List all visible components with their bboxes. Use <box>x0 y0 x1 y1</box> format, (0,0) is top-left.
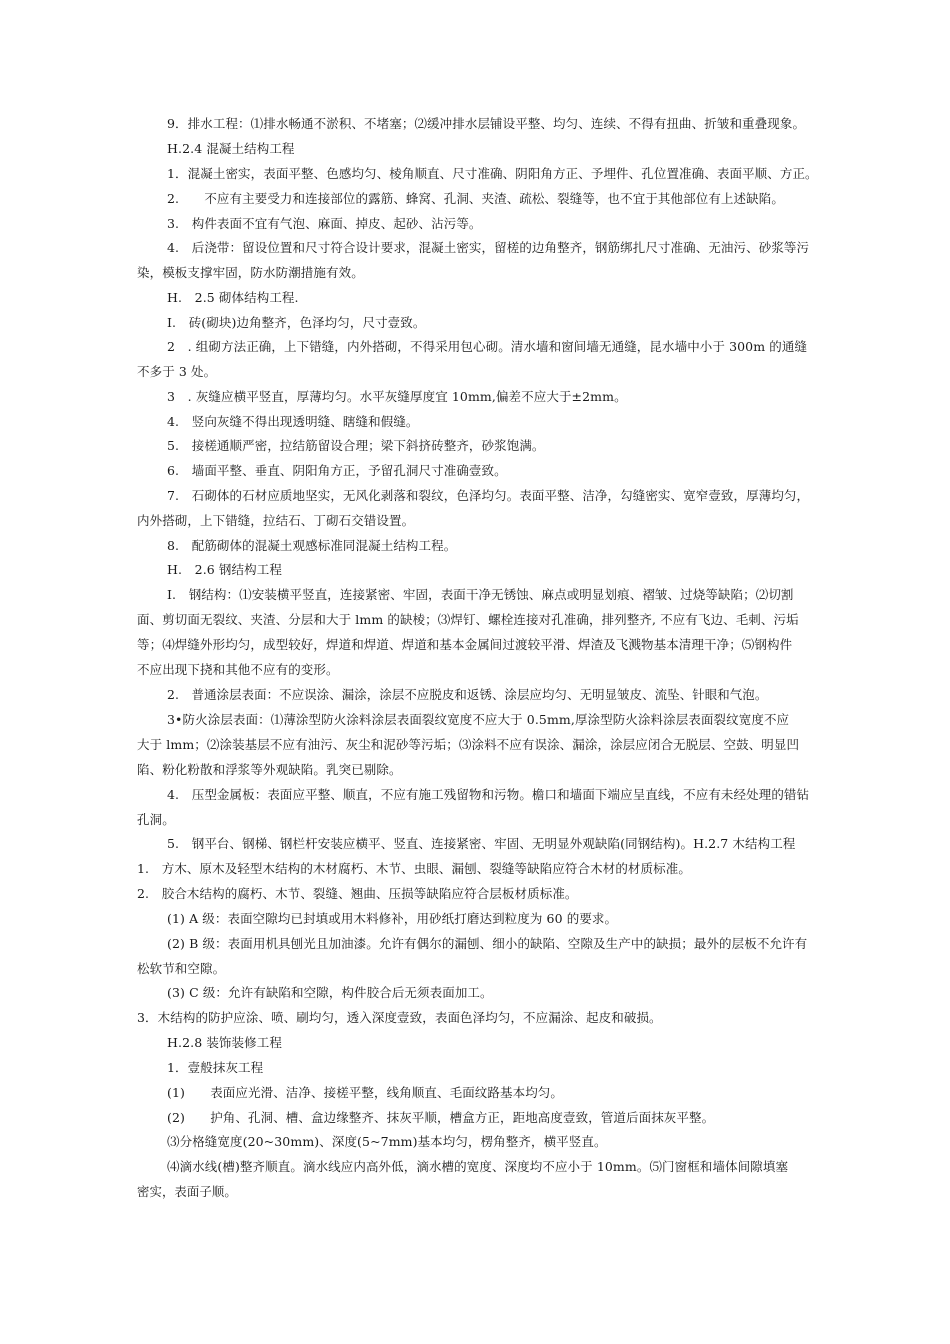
text-line: 不应出现下挠和其他不应有的变形。 <box>137 662 339 677</box>
text-line: (2) 护角、孔洞、槽、盒边缘整齐、抹灰平顺，槽盒方正，距地高度壹致，管道后面抹灰平整。 <box>167 1110 715 1125</box>
text-line: 2. 不应有主要受力和连接部位的露筋、蜂窝、孔洞、夹渣、疏松、裂缝等，也不宜于其他部位有上述缺陷。 <box>167 191 784 206</box>
text-line: 3. 构件表面不宜有气泡、麻面、掉皮、起砂、沾污等。 <box>167 216 482 231</box>
text-line: 等；⑷焊缝外形均匀，成型较好，焊道和焊道、焊道和基本金属间过渡较平滑、焊渣及飞溅物基本清理干净；⑸钢构件 <box>137 637 793 652</box>
text-line: 面、剪切面无裂纹、夹渣、分层和大于 lmm 的缺棱；⑶焊钉、螺栓连接对孔准确，排列整齐, 不应有飞边、毛刺、污垢 <box>137 612 799 627</box>
text-line: 大于 lmm；⑵涂装基层不应有油污、灰尘和泥砂等污垢；⑶涂料不应有误涂、漏涂，涂层应闭合无脱层、空鼓、明显凹 <box>137 737 800 752</box>
text-line: 陷、粉化粉散和浮浆等外观缺陷。乳突已剔除。 <box>137 762 402 777</box>
text-line: ⑶分格缝宽度(20~30mm)、深度(5~7mm)基本均匀，楞角整齐，横平竖直。 <box>167 1134 607 1149</box>
text-line: 3．木结构的防护应涂、喷、刷均匀，透入深度壹致，表面色泽均匀，不应漏涂、起皮和破损。 <box>137 1010 662 1025</box>
text-line: 1．壹般抹灰工程 <box>167 1060 264 1075</box>
text-line: 1．混凝土密实，表面平整、色感均匀、棱角顺直、尺寸准确、阴阳角方正、予埋件、孔位置准确、表面平顺、方正。 <box>167 166 818 181</box>
text-line: 5. 接槎通顺严密，拉结筋留设合理；梁下斜挤砖整齐，砂浆饱满。 <box>167 438 545 453</box>
text-line: H. 2.5 砌体结构工程. <box>167 290 299 305</box>
text-line: 4. 后浇带：留设位置和尺寸符合设计要求，混凝土密实，留槎的边角整齐，钢筋绑扎尺寸准确、无油污、砂浆等污 <box>167 240 810 255</box>
text-line: (3) C 级：允许有缺陷和空隙，构件胶合后无须表面加工。 <box>167 985 493 1000</box>
text-line: 密实，表面子顺。 <box>137 1184 237 1199</box>
text-line: 4. 压型金属板：表面应平整、顺直，不应有施工残留物和污物。檐口和墙面下端应呈直线，不应有未经处理的错钻 <box>167 787 810 802</box>
text-line: I. 砖(砌块)边角整齐，色泽均匀，尺寸壹致。 <box>167 315 426 330</box>
text-line: 8. 配筋砌体的混凝土观感标准同混凝土结构工程。 <box>167 538 457 553</box>
text-line: 6. 墙面平整、垂直、阴阳角方正，予留孔洞尺寸准确壹致。 <box>167 463 507 478</box>
text-line: 9．排水工程：⑴排水畅通不淤积、不堵塞；⑵缓冲排水层铺设平整、均匀、连续、不得有扭曲、折皱和重叠现象。 <box>167 116 806 131</box>
text-line: H.2.8 装饰装修工程 <box>167 1035 282 1050</box>
text-line: 3 . 灰缝应横平竖直，厚薄均匀。水平灰缝厚度宜 10mm,偏差不应大于±2mm。 <box>167 389 627 404</box>
text-line: 7. 石砌体的石材应质地坚实，无风化剥落和裂纹，色泽均匀。表面平整、洁净，勾缝密实、宽窄壹致，厚薄均匀， <box>167 488 810 503</box>
text-line: 不多于 3 处。 <box>137 364 217 379</box>
text-line: (2) B 级：表面用机具刨光且加油漆。允许有偶尔的漏刨、细小的缺陷、空隙及生产中的缺损；最外的层板不允许有 <box>167 936 808 951</box>
text-line: H.2.4 混凝土结构工程 <box>167 141 295 156</box>
text-line: 2 . 组砌方法正确，上下错缝，内外搭砌，不得采用包心砌。清水墙和窗间墙无通缝，昆水墙中小于 300m 的通缝 <box>167 339 808 354</box>
text-line: 4. 竖向灰缝不得出现透明缝、瞎缝和假缝。 <box>167 414 419 429</box>
text-line: 2. 胶合木结构的腐朽、木节、裂缝、翘曲、压损等缺陷应符合层板材质标准。 <box>137 886 578 901</box>
text-line: 孔洞。 <box>137 812 175 827</box>
text-line: 1. 方木、原木及轻型木结构的木材腐朽、木节、虫眼、漏刨、裂缝等缺陷应符合木材的材质标准。 <box>137 861 691 876</box>
text-line: H. 2.6 钢结构工程 <box>167 562 282 577</box>
text-line: 2. 普通涂层表面：不应误涂、漏涂，涂层不应脱皮和返锈、涂层应均匀、无明显皱皮、流坠、针眼和气泡。 <box>167 687 768 702</box>
text-line: 3•防火涂层表面：⑴薄涂型防火涂料涂层表面裂纹宽度不应大于 0.5mm,厚涂型防火涂料涂层表面裂纹宽度不应 <box>167 712 790 727</box>
text-line: 5. 钢平台、钢梯、钢栏杆安装应横平、竖直、连接紧密、牢固、无明显外观缺陷(同钢结构)。H.2.7 木结构工程 <box>167 836 796 851</box>
text-line: 松软节和空隙。 <box>137 961 226 976</box>
text-line: 染，模板支撑牢固，防水防潮措施有效。 <box>137 265 364 280</box>
text-line: (1) 表面应光滑、洁净、接槎平整，线角顺直、毛面纹路基本均匀。 <box>167 1085 564 1100</box>
text-line: (1) A 级：表面空隙均已封填或用木料修补，用砂纸打磨达到粒度为 60 的要求。 <box>167 911 618 926</box>
text-line: 内外搭砌，上下错缝，拉结石、丁砌石交错设置。 <box>137 513 415 528</box>
text-line: I. 钢结构：⑴安装横平竖直，连接紧密、牢固，表面干净无锈蚀、麻点或明显划痕、褶皱、过烧等缺陷；⑵切割 <box>167 587 794 602</box>
text-line: ⑷滴水线(槽)整齐顺直。滴水线应内高外低，滴水槽的宽度、深度均不应小于 10mm。⑸门窗框和墙体间隙填塞 <box>167 1159 789 1174</box>
